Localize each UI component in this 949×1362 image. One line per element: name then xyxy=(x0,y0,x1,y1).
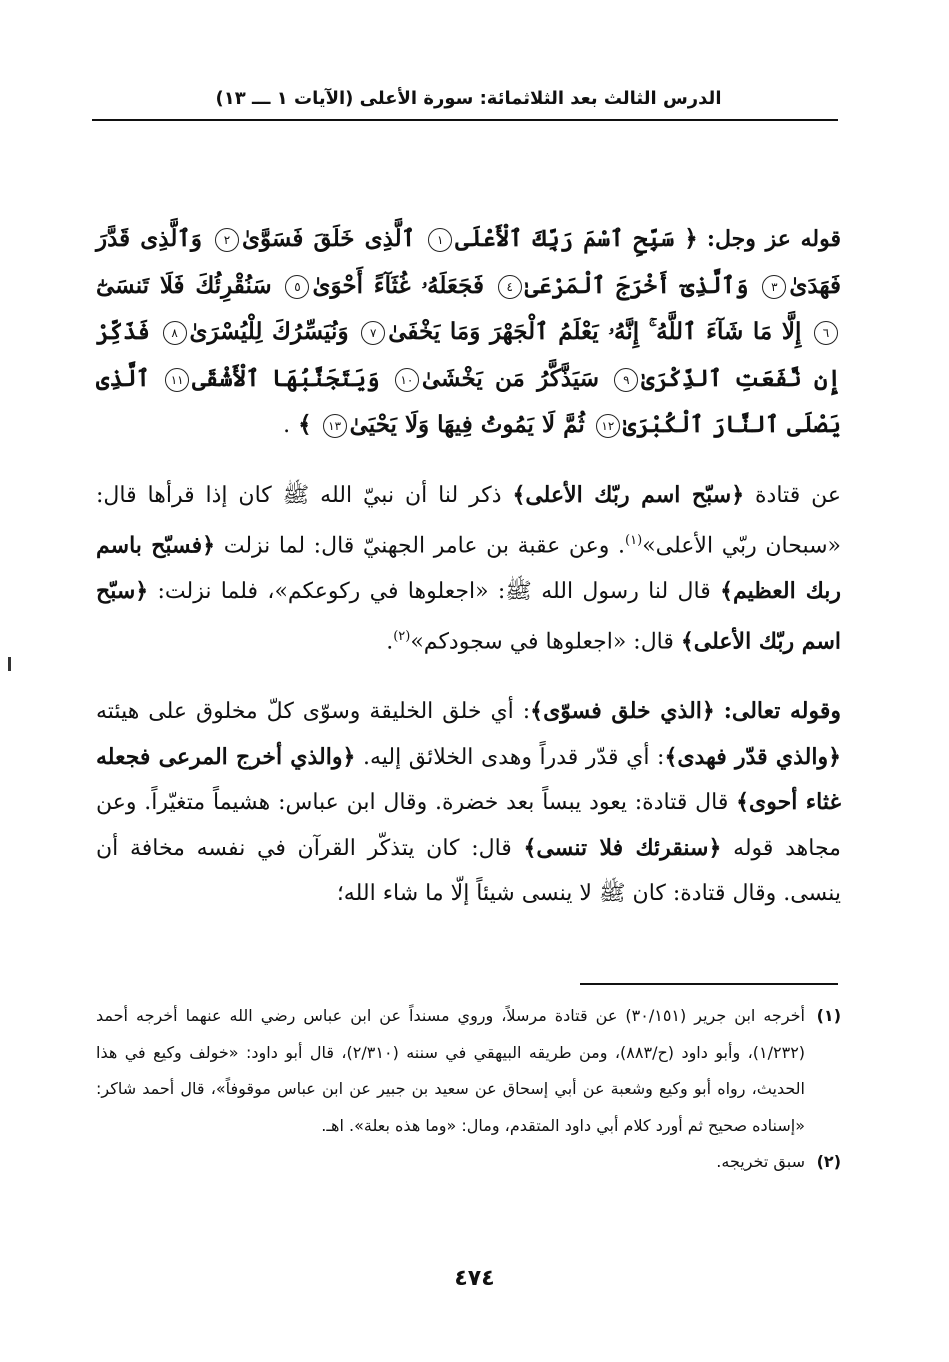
page-number: ٤٧٤ xyxy=(454,1266,495,1291)
footnote-number: (١) xyxy=(816,1006,841,1025)
tafsir-lead: وقوله تعالى: xyxy=(723,698,842,725)
ayah-number-marker: ٨ xyxy=(163,321,187,345)
quote-verse: ﴿سنقرئك فلا تنسى﴾ xyxy=(523,834,722,861)
text-run: . وعن عقبة بن عامر الجهنيّ قال: لما نزلت xyxy=(223,533,626,559)
ayah-text: سَيَذَّكَّرُ مَن يَخْشَىٰ xyxy=(421,364,600,392)
ayah-text: وَيَتَجَنَّبُهَا ٱلْأَشْقَى xyxy=(192,364,380,392)
footnote-ref[interactable]: (١) xyxy=(625,533,643,548)
qatada-paragraph xyxy=(96,473,841,666)
ayah-text: ٱلَّذِى يَصْلَى ٱلنَّارَ ٱلْكُبْرَىٰ xyxy=(96,364,841,438)
footnote-text: سبق تخريجه. xyxy=(716,1152,805,1171)
ayah-text: وَٱلَّذِىٓ أَخْرَجَ ٱلْمَرْعَىٰ xyxy=(524,271,749,299)
footnote xyxy=(96,1144,841,1181)
ayah-number-marker: ٤ xyxy=(498,275,522,299)
verses-lead: قوله عز وجل: xyxy=(706,226,841,252)
text-run: قال لنا رسول الله ﷺ: «اجعلوها في ركوعكم»، فلما نزلت: xyxy=(157,578,711,604)
text-run: . xyxy=(386,629,394,655)
text-run: قال: كان يتذكّر القرآن في نفسه مخافة أن ينسى. وقال قتادة: كان ﷺ لا ينسى شيئاً إلّا ما شاء الله؛ xyxy=(96,835,841,907)
quote-verse: ﴿والذي قدّر فهدى﴾ xyxy=(664,743,841,770)
header-rule xyxy=(92,119,838,121)
ayah-number-marker: ١٢ xyxy=(596,414,620,438)
footnote-number: (٢) xyxy=(816,1152,841,1171)
footnote-separator xyxy=(580,983,838,985)
text-run: ذكر لنا أن نبيّ الله ﷺ كان إذا قرأها قال: «سبحان ربّي الأعلى» xyxy=(96,482,841,559)
ayah-number-marker: ٦ xyxy=(814,321,838,345)
text-run: قال: «اجعلوها في سجودكم» xyxy=(410,629,674,655)
ayah-number-marker: ١١ xyxy=(165,368,189,392)
text-run: عن قتادة xyxy=(755,482,841,508)
quran-text xyxy=(96,225,841,438)
quote-verse: ﴿سبّح اسم ربّك الأعلى﴾ xyxy=(512,481,745,508)
ayah-text: وَٱلَّذِى قَدَّرَ فَهَدَىٰ xyxy=(96,225,841,299)
ayah-text: سَنُقْرِئُكَ فَلَا تَنسَىٰٓ xyxy=(96,271,272,299)
ayah-number-marker: ٢ xyxy=(215,228,239,252)
text-run: : أي خلق الخليقة وسوّى كلّ مخلوق على هيئته xyxy=(96,699,531,725)
quote-verse: ﴿سبّح اسم ربّك الأعلى﴾ xyxy=(96,577,841,655)
ayah-text: ٱلَّذِى خَلَقَ فَسَوَّىٰ xyxy=(242,225,416,252)
ayah-text: سَبِّحِ ٱسْمَ رَبِّكَ ٱلْأَعْلَى xyxy=(455,225,675,252)
verses-end: . xyxy=(283,413,291,438)
tafsir-paragraph xyxy=(96,689,841,917)
ayah-text: إِلَّا مَا شَآءَ ٱللَّهُ ۚ إِنَّهُۥ يَعْلَمُ ٱلْجَهْرَ وَمَا يَخْفَىٰ xyxy=(388,318,802,345)
ayah-text: فَجَعَلَهُۥ غُثَآءً أَحْوَىٰ xyxy=(312,271,484,299)
quote-verse: ﴿والذي أخرج المرعى فجعله غثاء أحوى﴾ xyxy=(96,743,841,816)
ayah-text: ثُمَّ لَا يَمُوتُ فِيهَا وَلَا يَحْيَىٰ xyxy=(349,411,585,438)
text-run: : أي قدّر قدراً وهدى الخلائق إليه. xyxy=(362,744,665,770)
running-header: الدرس الثالث بعد الثلاثمائة: سورة الأعلى (الآيات ١ ـــ ١٣) xyxy=(215,88,722,109)
text-run: قال قتادة: يعود يبساً بعد خضرة. وقال ابن عباس: هشيماً متغيّراً. وعن مجاهد قوله xyxy=(96,790,841,861)
ayah-number-marker: ٣ xyxy=(762,275,786,299)
ayah-number-marker: ١ xyxy=(428,228,452,252)
quran-open-bracket: ﴿ xyxy=(684,225,698,252)
ayah-number-marker: ٥ xyxy=(285,275,309,299)
ayah-text: فَذَكِّرْ إِن نَّفَعَتِ ٱلذِّكْرَىٰ xyxy=(96,318,841,392)
quote-verse: ﴿الذي خلق فسوّى﴾ xyxy=(530,698,715,725)
ayah-number-marker: ١٣ xyxy=(323,414,347,438)
quote-verse: ﴿فسبّح باسم ربك العظيم﴾ xyxy=(96,532,841,604)
quran-close-bracket: ﴾ xyxy=(298,411,312,438)
verses-paragraph xyxy=(96,216,841,449)
footnote-ref[interactable]: (٢) xyxy=(393,629,411,645)
footnote xyxy=(96,998,841,1144)
footnotes xyxy=(96,998,841,1181)
ayah-text: وَنُيَسِّرُكَ لِلْيُسْرَىٰ xyxy=(189,318,349,345)
ayah-number-marker: ٧ xyxy=(361,321,385,345)
ayah-number-marker: ١٠ xyxy=(395,368,419,392)
main-text xyxy=(96,216,841,917)
footnote-text: أخرجه ابن جرير (٣٠/١٥١) عن قتادة مرسلاً، وروي مسنداً عن ابن عباس رضي الله عنهما أخرجه أحمد (١/٢٣٢)، وأبو داود (ح/٨٨٣)، ومن طريقه البيهقي في سننه (٢/٣١٠)، قال أبو داود: «خولف وكيع في هذا الحديث، رواه أبو وكيع وشعبة عن أبي إسحاق عن سعيد بن جبير عن ابن عباس موقوفاً»، قال أحمد شاكر: «إسناده صحيح ثم أورد كلام أبي داود المتقدم، ومال: «وما هذه بعلة». اهـ. xyxy=(96,1006,806,1135)
margin-mark xyxy=(8,657,11,671)
ayah-number-marker: ٩ xyxy=(614,368,638,392)
